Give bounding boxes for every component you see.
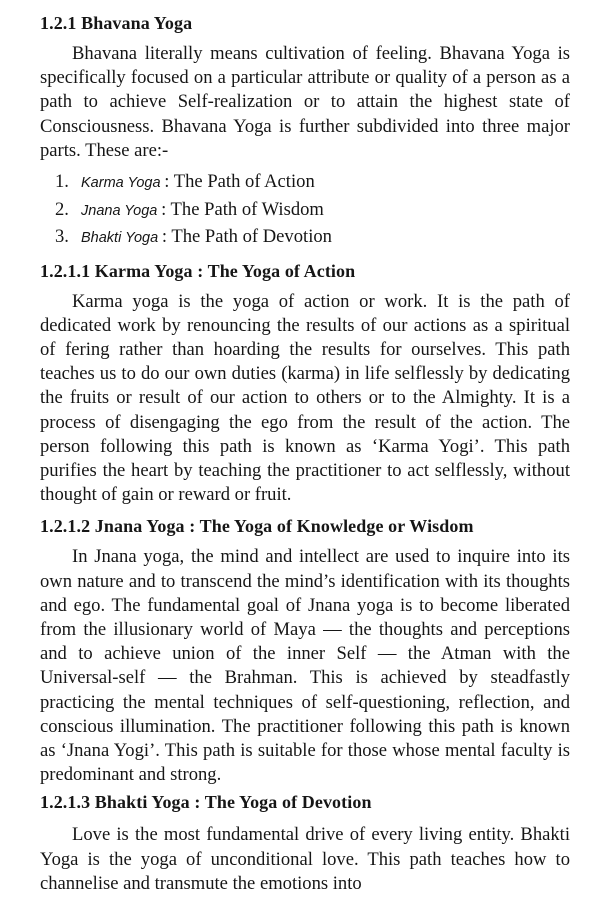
list-item <box>40 169 570 197</box>
list-item-number: 3. <box>55 226 69 248</box>
section-bhakti-yoga <box>40 789 570 896</box>
paragraph-jnana-yoga: In Jnana yoga, the mind and intellect are used to inquire into its own nature and to transcend the mind’s identification with its thoughts and ego. The fundamental goal of Jnana yoga is to become liberated from the illusionary world of Maya — the thoughts and perceptions and to achieve union of the inner Self — the Atman with the Universal-self — the Brahman. This is achieved by steadfastly practicing the mental techniques of self-questioning, reflection, and conscious illumination. The practitioner following this path is known as ‘Jnana Yogi’. This path is suitable for those whose mental faculty is predominant and strong. <box>40 546 570 786</box>
list-item-number: 2. <box>55 198 69 220</box>
section-bhavana-yoga <box>40 10 570 252</box>
list-item-term: Karma Yoga <box>81 175 161 192</box>
list-item-description: : The Path of Wisdom <box>161 198 324 220</box>
list-item <box>40 197 570 225</box>
paragraph-bhavana-yoga: Bhavana literally means cultivation of feeling. Bhavana Yoga is specifically focused on a particular attribute or quality of a person as a path to achieve Self-realization or to attain the highest state of Consciousness. Bhavana Yoga is further subdivided into three major parts. These are:- <box>40 43 570 161</box>
paragraph-bhakti-yoga: Love is the most fundamental drive of every living entity. Bhakti Yoga is the yoga of unconditional love. This path teaches how to channelise and transmute the emotions into <box>40 824 570 894</box>
list-item-term: Jnana Yoga <box>81 202 158 219</box>
section-jnana-yoga <box>40 513 570 787</box>
paragraph-karma-yoga: Karma yoga is the yoga of action or work. It is the path of dedicated work by renouncing the results of our actions as a spiritual of fering rather than hoarding the results for ourselves. This path teaches us to do our own duties (karma) in life selflessly by dedicating the fruits or result of our action to others or to the Almighty. It is a process of disengaging the ego from the result of the action. The person following this path is known as ‘Karma Yogi’. This path purifies the heart by teaching the practitioner to act selflessly, without thought of gain or reward or fruit. <box>40 290 570 506</box>
heading-karma-yoga: 1.2.1.1 Karma Yoga : The Yoga of Action <box>40 260 356 281</box>
heading-bhavana-yoga: 1.2.1 Bhavana Yoga <box>40 13 193 33</box>
section-karma-yoga <box>40 258 570 508</box>
list-item-description: : The Path of Devotion <box>161 226 332 248</box>
list-item-description: : The Path of Action <box>164 171 315 193</box>
list-item <box>40 224 570 252</box>
list-item-term: Bhakti Yoga <box>81 230 159 247</box>
document-page <box>40 10 570 896</box>
heading-jnana-yoga: 1.2.1.2 Jnana Yoga : The Yoga of Knowledge or Wisdom <box>40 516 474 537</box>
list-yoga-paths <box>40 169 570 252</box>
heading-bhakti-yoga: 1.2.1.3 Bhakti Yoga : The Yoga of Devotion <box>40 792 372 813</box>
list-item-number: 1. <box>55 171 69 193</box>
